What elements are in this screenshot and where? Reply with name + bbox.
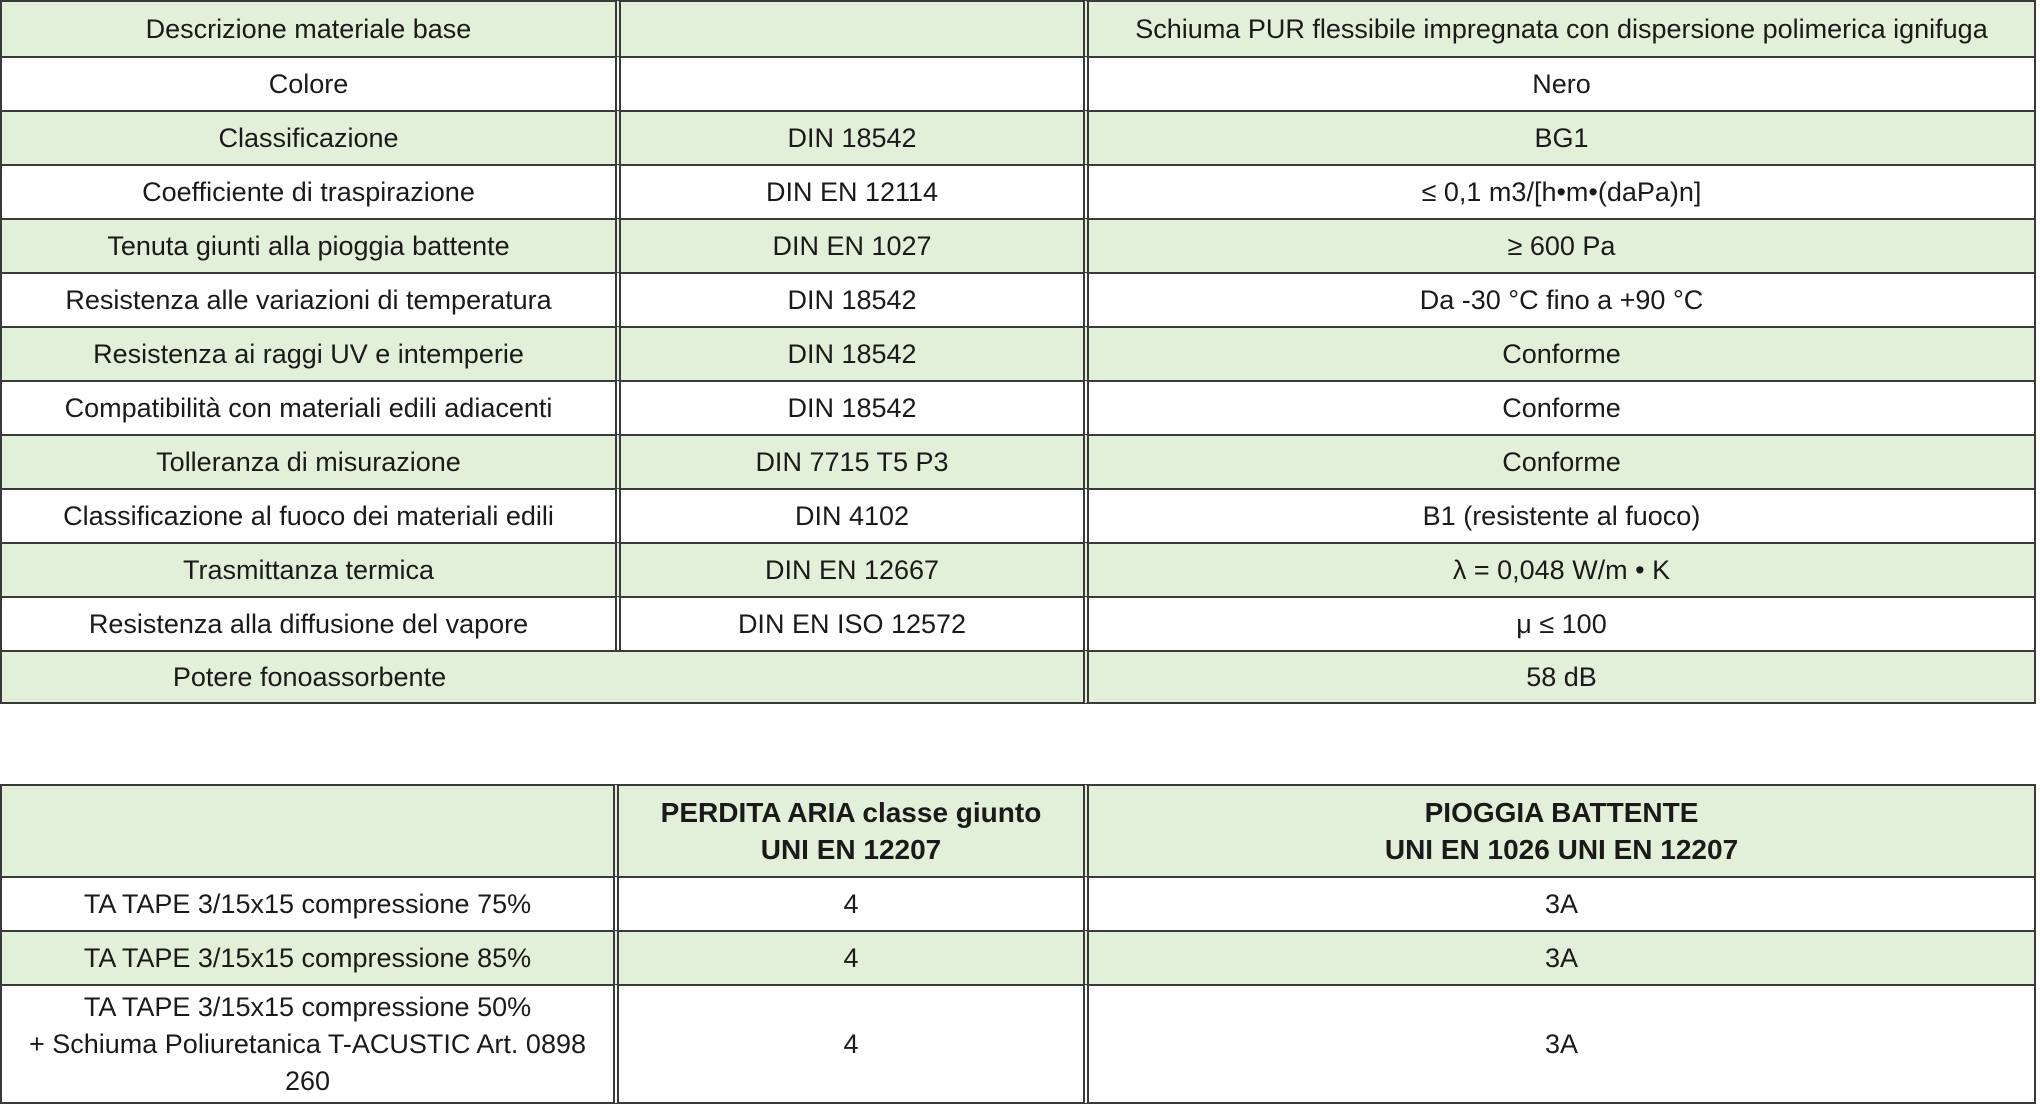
rain-cell: 3A bbox=[1083, 930, 2036, 984]
header-cell-empty bbox=[0, 784, 613, 876]
property-cell: Descrizione materiale base bbox=[0, 0, 615, 56]
rain-cell: 3A bbox=[1083, 984, 2036, 1104]
norm-cell: DIN EN 12114 bbox=[615, 164, 1083, 218]
property-cell: Classificazione bbox=[0, 110, 615, 164]
norm-cell: DIN 18542 bbox=[615, 326, 1083, 380]
value-cell: BG1 bbox=[1083, 110, 2036, 164]
table-row bbox=[0, 164, 2036, 218]
property-cell: Compatibilità con materiali edili adiacenti bbox=[0, 380, 615, 434]
header-cell-driving-rain bbox=[1083, 784, 2036, 876]
property-cell: Colore bbox=[0, 56, 615, 110]
header-cell-air-loss bbox=[613, 784, 1083, 876]
property-cell: Resistenza ai raggi UV e intemperie bbox=[0, 326, 615, 380]
property-cell: Tenuta giunti alla pioggia battente bbox=[0, 218, 615, 272]
value-cell: Conforme bbox=[1083, 434, 2036, 488]
label-cell: TA TAPE 3/15x15 compressione 85% bbox=[0, 930, 613, 984]
property-label: Potere fonoassorbente bbox=[172, 661, 447, 692]
norm-cell bbox=[615, 0, 1083, 56]
value-cell: B1 (resistente al fuoco) bbox=[1083, 488, 2036, 542]
norm-cell: DIN 4102 bbox=[615, 488, 1083, 542]
air-cell: 4 bbox=[613, 930, 1083, 984]
table-row bbox=[0, 218, 2036, 272]
property-cell-merged bbox=[0, 650, 1083, 704]
property-cell: Coefficiente di traspirazione bbox=[0, 164, 615, 218]
header-rain-norm: UNI EN 1026 UNI EN 12207 bbox=[1384, 834, 1739, 865]
norm-cell bbox=[615, 56, 1083, 110]
table-row bbox=[0, 434, 2036, 488]
header-air-norm: UNI EN 12207 bbox=[760, 834, 942, 865]
rain-cell: 3A bbox=[1083, 876, 2036, 930]
table-row bbox=[0, 272, 2036, 326]
value-cell: Conforme bbox=[1083, 380, 2036, 434]
value-cell: Conforme bbox=[1083, 326, 2036, 380]
table-row bbox=[0, 0, 2036, 56]
value-cell: 58 dB bbox=[1083, 650, 2036, 704]
value-cell: Nero bbox=[1083, 56, 2036, 110]
table-row bbox=[0, 930, 2036, 984]
norm-cell: DIN EN 12667 bbox=[615, 542, 1083, 596]
table-row bbox=[0, 326, 2036, 380]
value-cell: μ ≤ 100 bbox=[1083, 596, 2036, 650]
property-cell: Classificazione al fuoco dei materiali edili bbox=[0, 488, 615, 542]
norm-cell: DIN 18542 bbox=[615, 110, 1083, 164]
property-cell: Trasmittanza termica bbox=[0, 542, 615, 596]
norm-cell: DIN EN 1027 bbox=[615, 218, 1083, 272]
norm-cell: DIN 18542 bbox=[615, 272, 1083, 326]
property-cell: Resistenza alle variazioni di temperatura bbox=[0, 272, 615, 326]
table-row bbox=[0, 984, 2036, 1104]
label-cell bbox=[0, 984, 613, 1104]
value-cell: λ = 0,048 W/m • K bbox=[1083, 542, 2036, 596]
label-cell: TA TAPE 3/15x15 compressione 75% bbox=[0, 876, 613, 930]
norm-cell: DIN 18542 bbox=[615, 380, 1083, 434]
property-cell: Tolleranza di misurazione bbox=[0, 434, 615, 488]
label-line-1: TA TAPE 3/15x15 compressione 50% bbox=[83, 991, 532, 1022]
table-row bbox=[0, 488, 2036, 542]
table-row bbox=[0, 650, 2036, 704]
air-cell: 4 bbox=[613, 984, 1083, 1104]
air-cell: 4 bbox=[613, 876, 1083, 930]
table-header-row bbox=[0, 784, 2036, 876]
norm-cell: DIN 7715 T5 P3 bbox=[615, 434, 1083, 488]
value-cell: Da -30 °C fino a +90 °C bbox=[1083, 272, 2036, 326]
table-row bbox=[0, 110, 2036, 164]
header-air-title: PERDITA ARIA classe giunto bbox=[660, 797, 1042, 828]
value-cell: ≥ 600 Pa bbox=[1083, 218, 2036, 272]
table-row bbox=[0, 876, 2036, 930]
table-row bbox=[0, 596, 2036, 650]
table-row bbox=[0, 542, 2036, 596]
test-results-table bbox=[0, 784, 2036, 1104]
value-cell: Schiuma PUR flessibile impregnata con dispersione polimerica ignifuga bbox=[1083, 0, 2036, 56]
table-row bbox=[0, 380, 2036, 434]
label-line-2: + Schiuma Poliuretanica T-ACUSTIC Art. 0898 260 bbox=[28, 1028, 586, 1096]
table-row bbox=[0, 56, 2036, 110]
value-cell: ≤ 0,1 m3/[h•m•(daPa)n] bbox=[1083, 164, 2036, 218]
norm-cell: DIN EN ISO 12572 bbox=[615, 596, 1083, 650]
property-cell: Resistenza alla diffusione del vapore bbox=[0, 596, 615, 650]
header-rain-title: PIOGGIA BATTENTE bbox=[1424, 797, 1699, 828]
